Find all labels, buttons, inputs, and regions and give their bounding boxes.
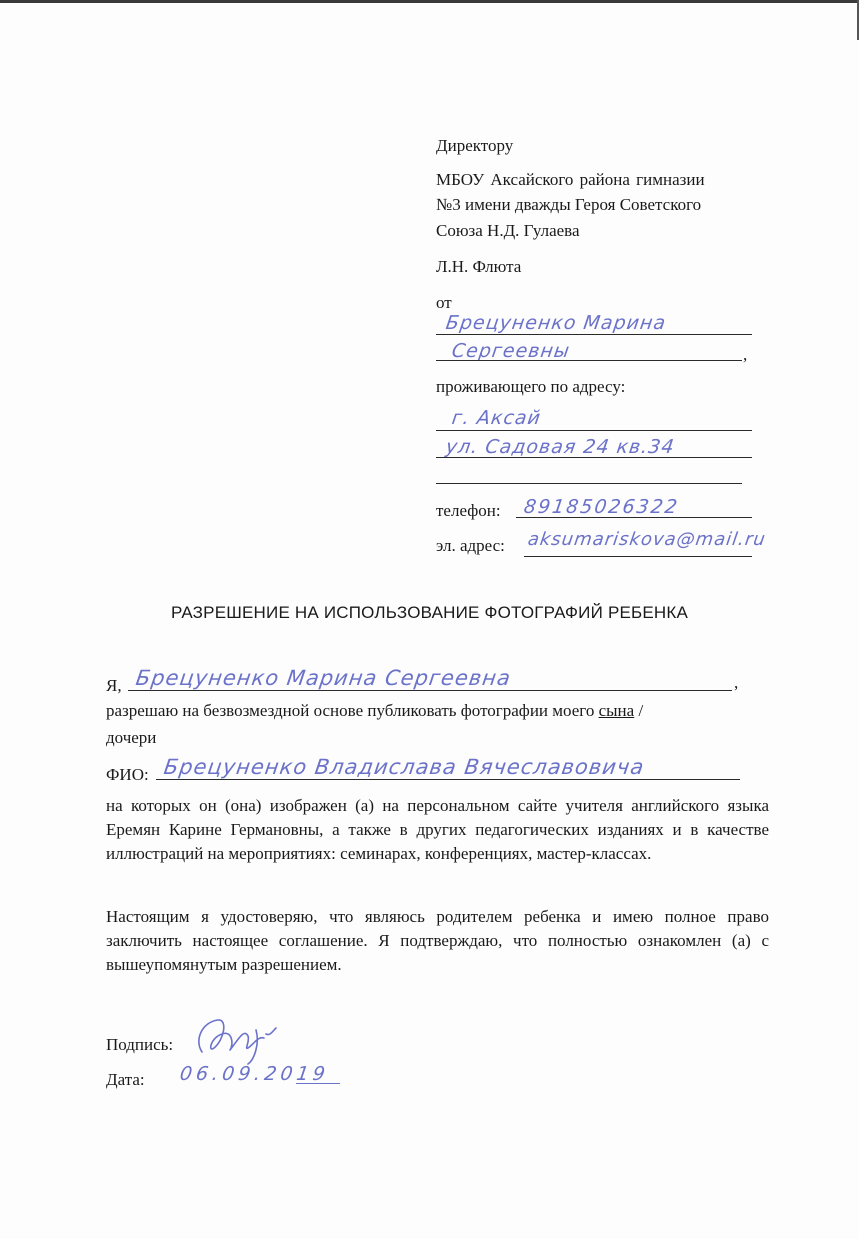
email-value: aksumariskova@mail.ru xyxy=(526,529,768,550)
sender-name-underline2 xyxy=(436,360,742,361)
phone-label: телефон: xyxy=(436,501,501,520)
parent-name: Брецуненко Марина Сергеевна xyxy=(134,666,513,690)
recipient-director-name: Л.Н. Флюта xyxy=(436,257,522,276)
permit-son: сына xyxy=(598,701,635,720)
permit-text-b: / xyxy=(634,701,644,720)
scan-edge-top xyxy=(0,0,859,3)
permit-daughter: дочери xyxy=(106,728,157,747)
signature-mark xyxy=(188,1010,288,1066)
recipient-school-line3: Союза Н.Д. Гулаева xyxy=(436,221,580,240)
permit-text-a: разрешаю на безвозмездной основе публиковать фотографии моего xyxy=(106,701,595,720)
sender-name-line2: Сергеевны xyxy=(450,340,572,362)
address-underline3 xyxy=(436,483,742,484)
child-name: Брецуненко Владислава Вячеславовича xyxy=(162,755,647,779)
paragraph-usage: на которых он (она) изображен (а) на персональном сайте учителя английского языка Еремян Карине Германовны, а также в других педагогических изданиях и в качестве иллюстраций на мероприятиях: семинарах, конференциях, мастер-классах. xyxy=(106,796,769,863)
recipient-school-line1: МБОУ Аксайского района гимназии xyxy=(436,170,705,189)
child-name-underline xyxy=(156,779,740,780)
email-label: эл. адрес: xyxy=(436,536,505,555)
date-stroke xyxy=(296,1083,340,1084)
address-line2: ул. Садовая 24 кв.34 xyxy=(444,436,677,458)
recipient-position: Директору xyxy=(436,136,514,155)
parent-name-comma: , xyxy=(734,673,739,692)
date-label: Дата: xyxy=(106,1070,145,1089)
i-label: Я, xyxy=(106,676,122,695)
sender-name-comma: , xyxy=(743,345,748,364)
sender-name-line1: Брецуненко Марина xyxy=(444,312,668,334)
from-label: от xyxy=(436,293,452,312)
date-value: 06.09.2019 xyxy=(178,1063,331,1085)
parent-name-underline xyxy=(128,690,732,691)
address-underline2 xyxy=(436,457,752,458)
sender-name-underline1 xyxy=(436,334,752,335)
phone-value: 89185026322 xyxy=(522,496,681,518)
signature-label: Подпись: xyxy=(106,1035,174,1054)
permit-text xyxy=(106,700,643,722)
document-title: РАЗРЕШЕНИЕ НА ИСПОЛЬЗОВАНИЕ ФОТОГРАФИЙ РЕБЕНКА xyxy=(170,603,689,622)
paragraph-confirmation: Настоящим я удостоверяю, что являюсь родителем ребенка и имею полное право заключить настоящее соглашение. Я подтверждаю, что полностью ознакомлен (а) с вышеупомянутым разрешением. xyxy=(106,907,769,974)
email-underline xyxy=(524,556,752,557)
phone-underline xyxy=(516,517,752,518)
address-label: проживающего по адресу: xyxy=(436,377,626,396)
fio-label: ФИО: xyxy=(106,765,149,784)
recipient-school-line2: №3 имени дважды Героя Советского xyxy=(436,195,702,214)
address-underline1 xyxy=(436,430,752,431)
address-line1: г. Аксай xyxy=(450,407,543,429)
